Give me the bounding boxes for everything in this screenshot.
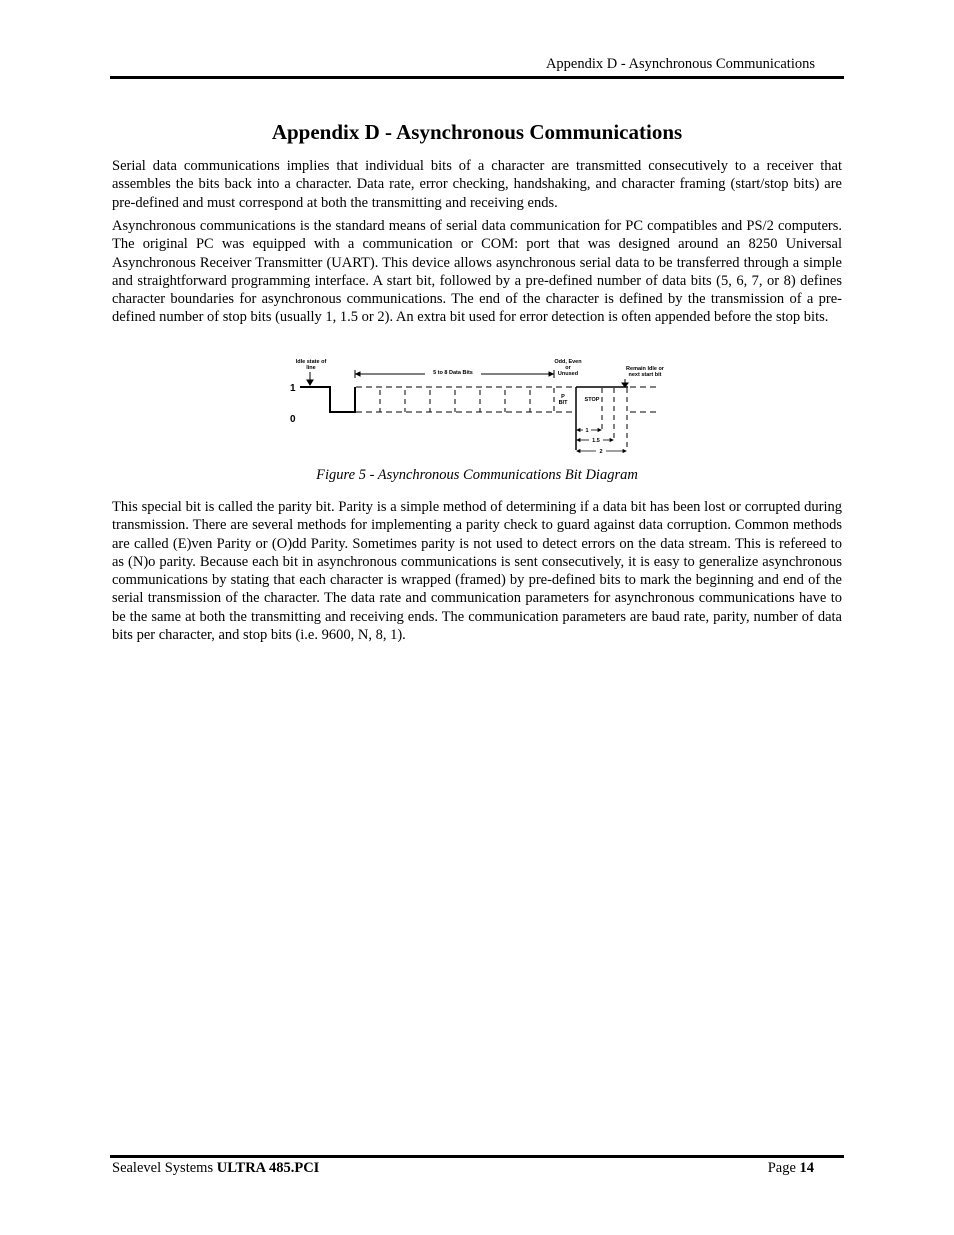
page-label: Page	[767, 1160, 796, 1176]
remain-label-line2: next start bit	[628, 372, 662, 378]
stop-label: STOP	[584, 397, 600, 403]
idle-label-line1: Idle state of	[295, 359, 327, 365]
header-rule	[110, 76, 844, 79]
parity-label-line2: or	[565, 365, 571, 371]
paragraph-async: Asynchronous communications is the standard means of serial data communication for PC compatibles and PS/2 computers. The original PC was equipped with a communication or COM: port that was designed around an 8250 Universal Asynchronous Receiver Transmitter (UART). This device allows asynchronous serial data to be transferred through a simple and straightforward programming interface. A start bit, followed by a pre-defined number of data bits (5, 6, 7, or 8) defines character boundaries for asynchronous communications. The end of the character is defined by the transmission of a pre-defined number of stop bits (usually 1, 1.5 or 2). An extra bit used for error detection is often appended before the stop bits.	[112, 218, 842, 326]
footer-page	[768, 1160, 814, 1177]
stop-onehalf-label: 1.5	[592, 438, 600, 444]
figure-caption: Figure 5 - Asynchronous Communications Bit Diagram	[316, 467, 638, 483]
stop-two-label: 2	[599, 449, 603, 455]
bit-label: BIT	[558, 400, 568, 406]
level-zero-label: 0	[290, 414, 296, 425]
parity-label-line3: Unused	[557, 371, 579, 377]
paragraph-intro: Serial data communications implies that individual bits of a character are transmitted consecutively to a receiver that assembles the bits back into a character. Data rate, error checking, handshaking, and character framing (start/stop bits) are pre-defined and must correspond at both the transmitting and receiving ends.	[112, 158, 842, 211]
company-name: Sealevel Systems	[112, 1160, 214, 1176]
idle-label-line2: line	[306, 365, 316, 371]
page-title: Appendix D - Asynchronous Communications	[271, 120, 683, 144]
footer-company	[112, 1160, 319, 1177]
stop-one-label: 1	[585, 428, 589, 434]
paragraph-parity: This special bit is called the parity bit. Parity is a simple method of determining if a data bit has been lost or corrupted during transmission. There are several methods for implementing a parity check to guard against data corruption. Common methods are called (E)ven Parity or (O)dd Parity. Sometimes parity is not used to detect errors on the data stream. This is refereed to as (N)o parity. Because each bit in asynchronous communications is sent consecutively, it is easy to generalize asynchronous communications by stating that each character is wrapped (framed) by pre-defined bits to mark the beginning and end of the serial transmission of the character. The data rate and communication parameters for asynchronous communications have to be the same at both the transmitting and receiving ends. The communication parameters are baud rate, parity, number of data bits per character, and stop bits (i.e. 9600, N, 8, 1).	[112, 499, 842, 644]
data-bits-label: 5 to 8 Data Bits	[433, 370, 473, 376]
running-head: Appendix D - Asynchronous Communications	[545, 56, 815, 72]
level-one-label: 1	[290, 383, 296, 394]
page-number: 14	[799, 1160, 814, 1176]
parity-label-line1: Odd, Even	[554, 359, 582, 365]
remain-label-line1: Remain Idle or	[626, 366, 664, 372]
bit-diagram	[280, 350, 680, 460]
product-name: ULTRA 485.PCI	[216, 1160, 320, 1176]
p-label: P	[561, 394, 565, 400]
footer-rule	[110, 1155, 844, 1158]
